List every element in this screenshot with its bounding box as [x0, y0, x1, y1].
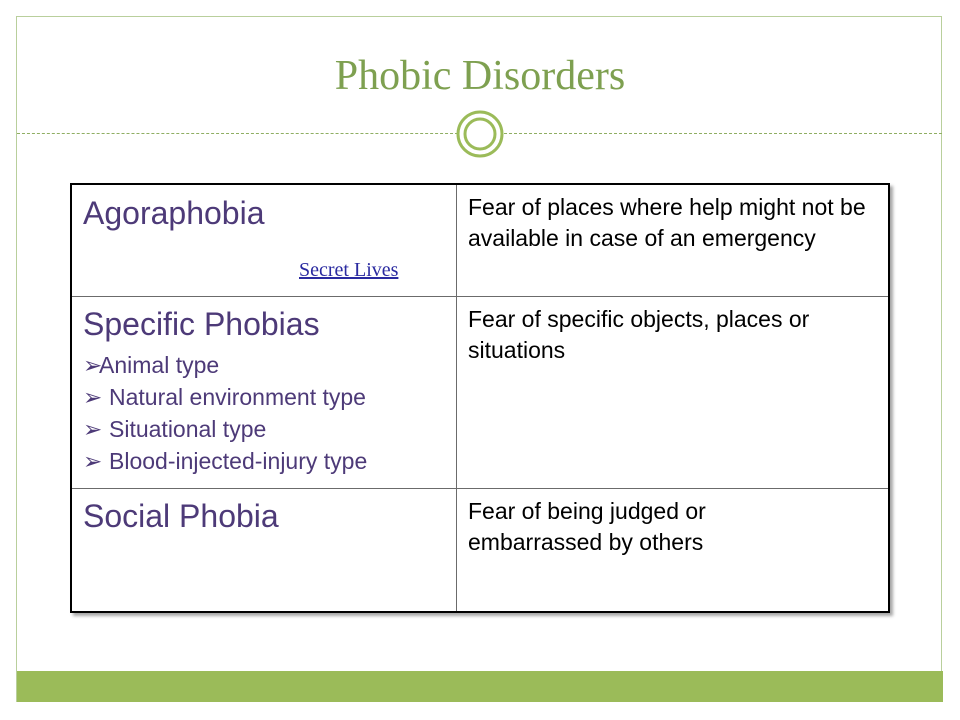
row-divider [72, 488, 888, 489]
list-item: ➢ Natural environment type [83, 381, 367, 413]
list-item: ➢ Blood-injected-injury type [83, 445, 367, 477]
list-item: ➢Animal type [83, 349, 367, 381]
row-divider [72, 296, 888, 297]
term-social-phobia: Social Phobia [83, 498, 279, 534]
list-item: ➢ Situational type [83, 413, 367, 445]
specific-phobia-type-list [83, 349, 367, 477]
footer-bar [17, 671, 943, 702]
phobia-table [70, 183, 890, 613]
slide-title: Phobic Disorders [334, 53, 626, 99]
description-specific-phobias: Fear of specific objects, places or situations [468, 306, 810, 363]
arrow-bullet-icon: ➢ [83, 384, 103, 410]
secret-lives-link[interactable]: Secret Lives [299, 259, 399, 281]
double-circle-icon [456, 110, 504, 158]
arrow-bullet-icon: ➢ [83, 352, 103, 378]
term-specific-phobias: Specific Phobias [83, 306, 320, 342]
title-divider-right [504, 133, 942, 134]
description-agoraphobia: Fear of places where help might not be available in case of an emergency [468, 194, 866, 251]
description-social-phobia: Fear of being judged or embarrassed by others [468, 498, 706, 555]
title-divider-left [17, 133, 458, 134]
column-divider [456, 185, 457, 611]
arrow-bullet-icon: ➢ [83, 416, 103, 442]
arrow-bullet-icon: ➢ [83, 448, 103, 474]
term-agoraphobia: Agoraphobia [83, 195, 265, 231]
